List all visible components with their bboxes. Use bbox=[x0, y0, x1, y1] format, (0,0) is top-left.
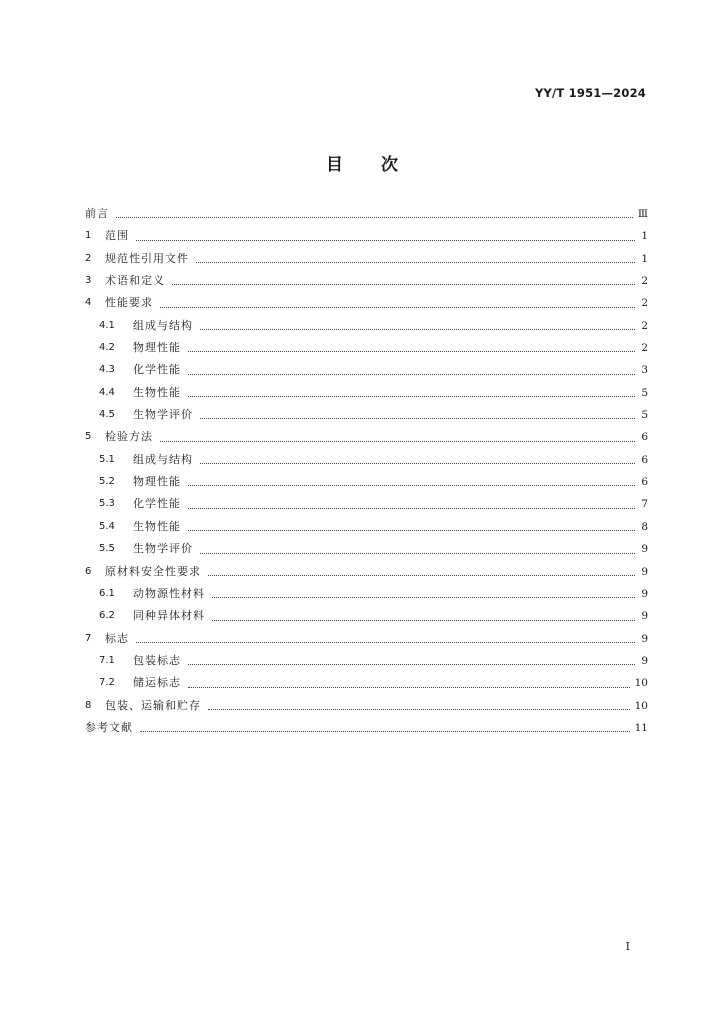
toc-entry-number: 4 bbox=[85, 297, 92, 309]
toc-entry-label: 储运标志 bbox=[133, 676, 181, 690]
toc-entry-number: 4.5 bbox=[99, 409, 115, 421]
toc-entry[interactable] bbox=[85, 471, 648, 493]
toc-entry[interactable] bbox=[85, 382, 648, 404]
toc-entry-number: 7.2 bbox=[99, 677, 115, 689]
toc-dot-leader bbox=[188, 396, 635, 397]
toc-dot-leader bbox=[200, 463, 635, 464]
toc-entry-page: 5 bbox=[641, 386, 648, 399]
toc-dot-leader bbox=[160, 441, 635, 442]
toc-dot-leader bbox=[188, 687, 630, 688]
toc-entry-page: 9 bbox=[641, 654, 648, 667]
toc-dot-leader bbox=[200, 418, 635, 419]
toc-entry-page: 6 bbox=[641, 431, 648, 444]
toc-entry-label: 生物学评价 bbox=[133, 408, 193, 422]
toc-entry[interactable] bbox=[85, 695, 648, 717]
toc-entry-page: 9 bbox=[641, 543, 648, 556]
toc-dot-leader bbox=[188, 664, 635, 665]
toc-entry-page: 9 bbox=[641, 587, 648, 600]
toc-entry-label: 范围 bbox=[105, 229, 129, 243]
toc-entry-number: 6 bbox=[85, 565, 92, 577]
toc-entry-label: 性能要求 bbox=[105, 296, 153, 310]
toc-entry-number: 7.1 bbox=[99, 654, 115, 666]
toc-entry-number: 5.3 bbox=[99, 498, 115, 510]
toc-entry-number: 4.3 bbox=[99, 364, 115, 376]
toc-entry-label: 化学性能 bbox=[133, 497, 181, 511]
toc-dot-leader bbox=[196, 262, 635, 263]
toc-entry[interactable] bbox=[85, 203, 648, 225]
toc-entry-number: 5.1 bbox=[99, 453, 115, 465]
toc-entry-label: 参考文献 bbox=[85, 720, 133, 734]
toc-entry-label: 检验方法 bbox=[105, 430, 153, 444]
toc-dot-leader bbox=[212, 597, 635, 598]
title-char-2: 次 bbox=[381, 155, 398, 175]
toc-dot-leader bbox=[160, 307, 635, 308]
toc-dot-leader bbox=[140, 731, 630, 732]
toc-entry-label: 包装、运输和贮存 bbox=[105, 698, 201, 712]
toc-entry-number: 5 bbox=[85, 431, 92, 443]
toc-entry-number: 8 bbox=[85, 699, 92, 711]
toc-entry-page: 1 bbox=[641, 252, 648, 265]
toc-dot-leader bbox=[172, 284, 635, 285]
toc-entry[interactable] bbox=[85, 628, 648, 650]
toc-entry-number: 5.5 bbox=[99, 543, 115, 555]
toc-dot-leader bbox=[200, 553, 635, 554]
toc-entry-label: 原材料安全性要求 bbox=[105, 564, 201, 578]
toc-entry[interactable] bbox=[85, 493, 648, 515]
toc-entry-number: 5.2 bbox=[99, 476, 115, 488]
toc-entry[interactable] bbox=[85, 292, 648, 314]
toc-entry-page: 2 bbox=[641, 342, 648, 355]
toc-entry-page: 6 bbox=[641, 453, 648, 466]
toc-entry[interactable] bbox=[85, 538, 648, 560]
toc-entry[interactable] bbox=[85, 315, 648, 337]
toc-entry-number: 5.4 bbox=[99, 520, 115, 532]
toc-entry[interactable] bbox=[85, 672, 648, 694]
toc-entry-page: Ⅲ bbox=[637, 208, 648, 220]
toc-dot-leader bbox=[212, 620, 635, 621]
toc-entry[interactable] bbox=[85, 270, 648, 292]
toc-entry[interactable] bbox=[85, 404, 648, 426]
toc-entry-number: 4.2 bbox=[99, 342, 115, 354]
toc-entry-page: 1 bbox=[641, 230, 648, 243]
title-char-1: 目 bbox=[326, 155, 343, 175]
toc-entry-number: 1 bbox=[85, 230, 92, 242]
toc-entry-label: 前言 bbox=[85, 207, 109, 220]
toc-entry-page: 6 bbox=[641, 476, 648, 489]
toc-entry-page: 10 bbox=[634, 677, 648, 690]
toc-entry-number: 2 bbox=[85, 252, 92, 264]
toc-entry-label: 组成与结构 bbox=[133, 318, 193, 332]
table-of-contents bbox=[85, 203, 648, 739]
toc-entry-page: 9 bbox=[641, 632, 648, 645]
toc-entry-page: 2 bbox=[641, 319, 648, 332]
toc-dot-leader bbox=[188, 530, 635, 531]
toc-entry[interactable] bbox=[85, 359, 648, 381]
toc-entry[interactable] bbox=[85, 426, 648, 448]
toc-entry-number: 6.1 bbox=[99, 587, 115, 599]
toc-entry-label: 生物性能 bbox=[133, 519, 181, 533]
toc-dot-leader bbox=[188, 485, 635, 486]
toc-entry[interactable] bbox=[85, 449, 648, 471]
toc-entry-page: 8 bbox=[641, 520, 648, 533]
toc-dot-leader bbox=[188, 374, 635, 375]
toc-entry[interactable] bbox=[85, 583, 648, 605]
toc-dot-leader bbox=[136, 240, 635, 241]
toc-entry-page: 7 bbox=[641, 498, 648, 511]
toc-entry-number: 4.1 bbox=[99, 319, 115, 331]
toc-dot-leader bbox=[188, 351, 635, 352]
toc-entry-page: 10 bbox=[634, 699, 648, 712]
toc-entry-page: 2 bbox=[641, 297, 648, 310]
toc-entry-number: 7 bbox=[85, 632, 92, 644]
toc-entry-label: 同种异体材料 bbox=[133, 609, 205, 623]
toc-entry-page: 2 bbox=[641, 275, 648, 288]
toc-entry[interactable] bbox=[85, 561, 648, 583]
toc-entry[interactable] bbox=[85, 717, 648, 739]
page-title bbox=[0, 150, 724, 175]
toc-dot-leader bbox=[200, 329, 635, 330]
page-number: I bbox=[625, 940, 630, 953]
toc-entry[interactable] bbox=[85, 516, 648, 538]
toc-entry-label: 动物源性材料 bbox=[133, 586, 205, 600]
toc-entry-number: 3 bbox=[85, 275, 92, 287]
toc-entry-page: 5 bbox=[641, 409, 648, 422]
standard-code: YY/T 1951—2024 bbox=[534, 86, 646, 100]
toc-entry[interactable] bbox=[85, 337, 648, 359]
toc-entry-label: 物理性能 bbox=[133, 475, 181, 489]
toc-entry-label: 术语和定义 bbox=[105, 274, 165, 288]
toc-entry-label: 化学性能 bbox=[133, 363, 181, 377]
toc-dot-leader bbox=[208, 709, 630, 710]
toc-entry-number: 6.2 bbox=[99, 610, 115, 622]
toc-entry-label: 规范性引用文件 bbox=[105, 251, 189, 265]
toc-entry-label: 标志 bbox=[105, 631, 129, 645]
toc-entry-page: 3 bbox=[641, 364, 648, 377]
toc-entry-page: 11 bbox=[634, 721, 648, 734]
toc-entry[interactable] bbox=[85, 650, 648, 672]
toc-entry-label: 生物性能 bbox=[133, 385, 181, 399]
toc-entry-label: 物理性能 bbox=[133, 341, 181, 355]
toc-dot-leader bbox=[188, 508, 635, 509]
toc-entry[interactable] bbox=[85, 225, 648, 247]
toc-entry-number: 4.4 bbox=[99, 386, 115, 398]
toc-entry-page: 9 bbox=[641, 610, 648, 623]
toc-entry-label: 组成与结构 bbox=[133, 452, 193, 466]
toc-entry[interactable] bbox=[85, 605, 648, 627]
toc-dot-leader bbox=[208, 575, 635, 576]
toc-dot-leader bbox=[116, 217, 633, 218]
toc-entry[interactable] bbox=[85, 248, 648, 270]
toc-entry-label: 包装标志 bbox=[133, 653, 181, 667]
toc-entry-page: 9 bbox=[641, 565, 648, 578]
toc-dot-leader bbox=[136, 642, 635, 643]
toc-entry-label: 生物学评价 bbox=[133, 542, 193, 556]
